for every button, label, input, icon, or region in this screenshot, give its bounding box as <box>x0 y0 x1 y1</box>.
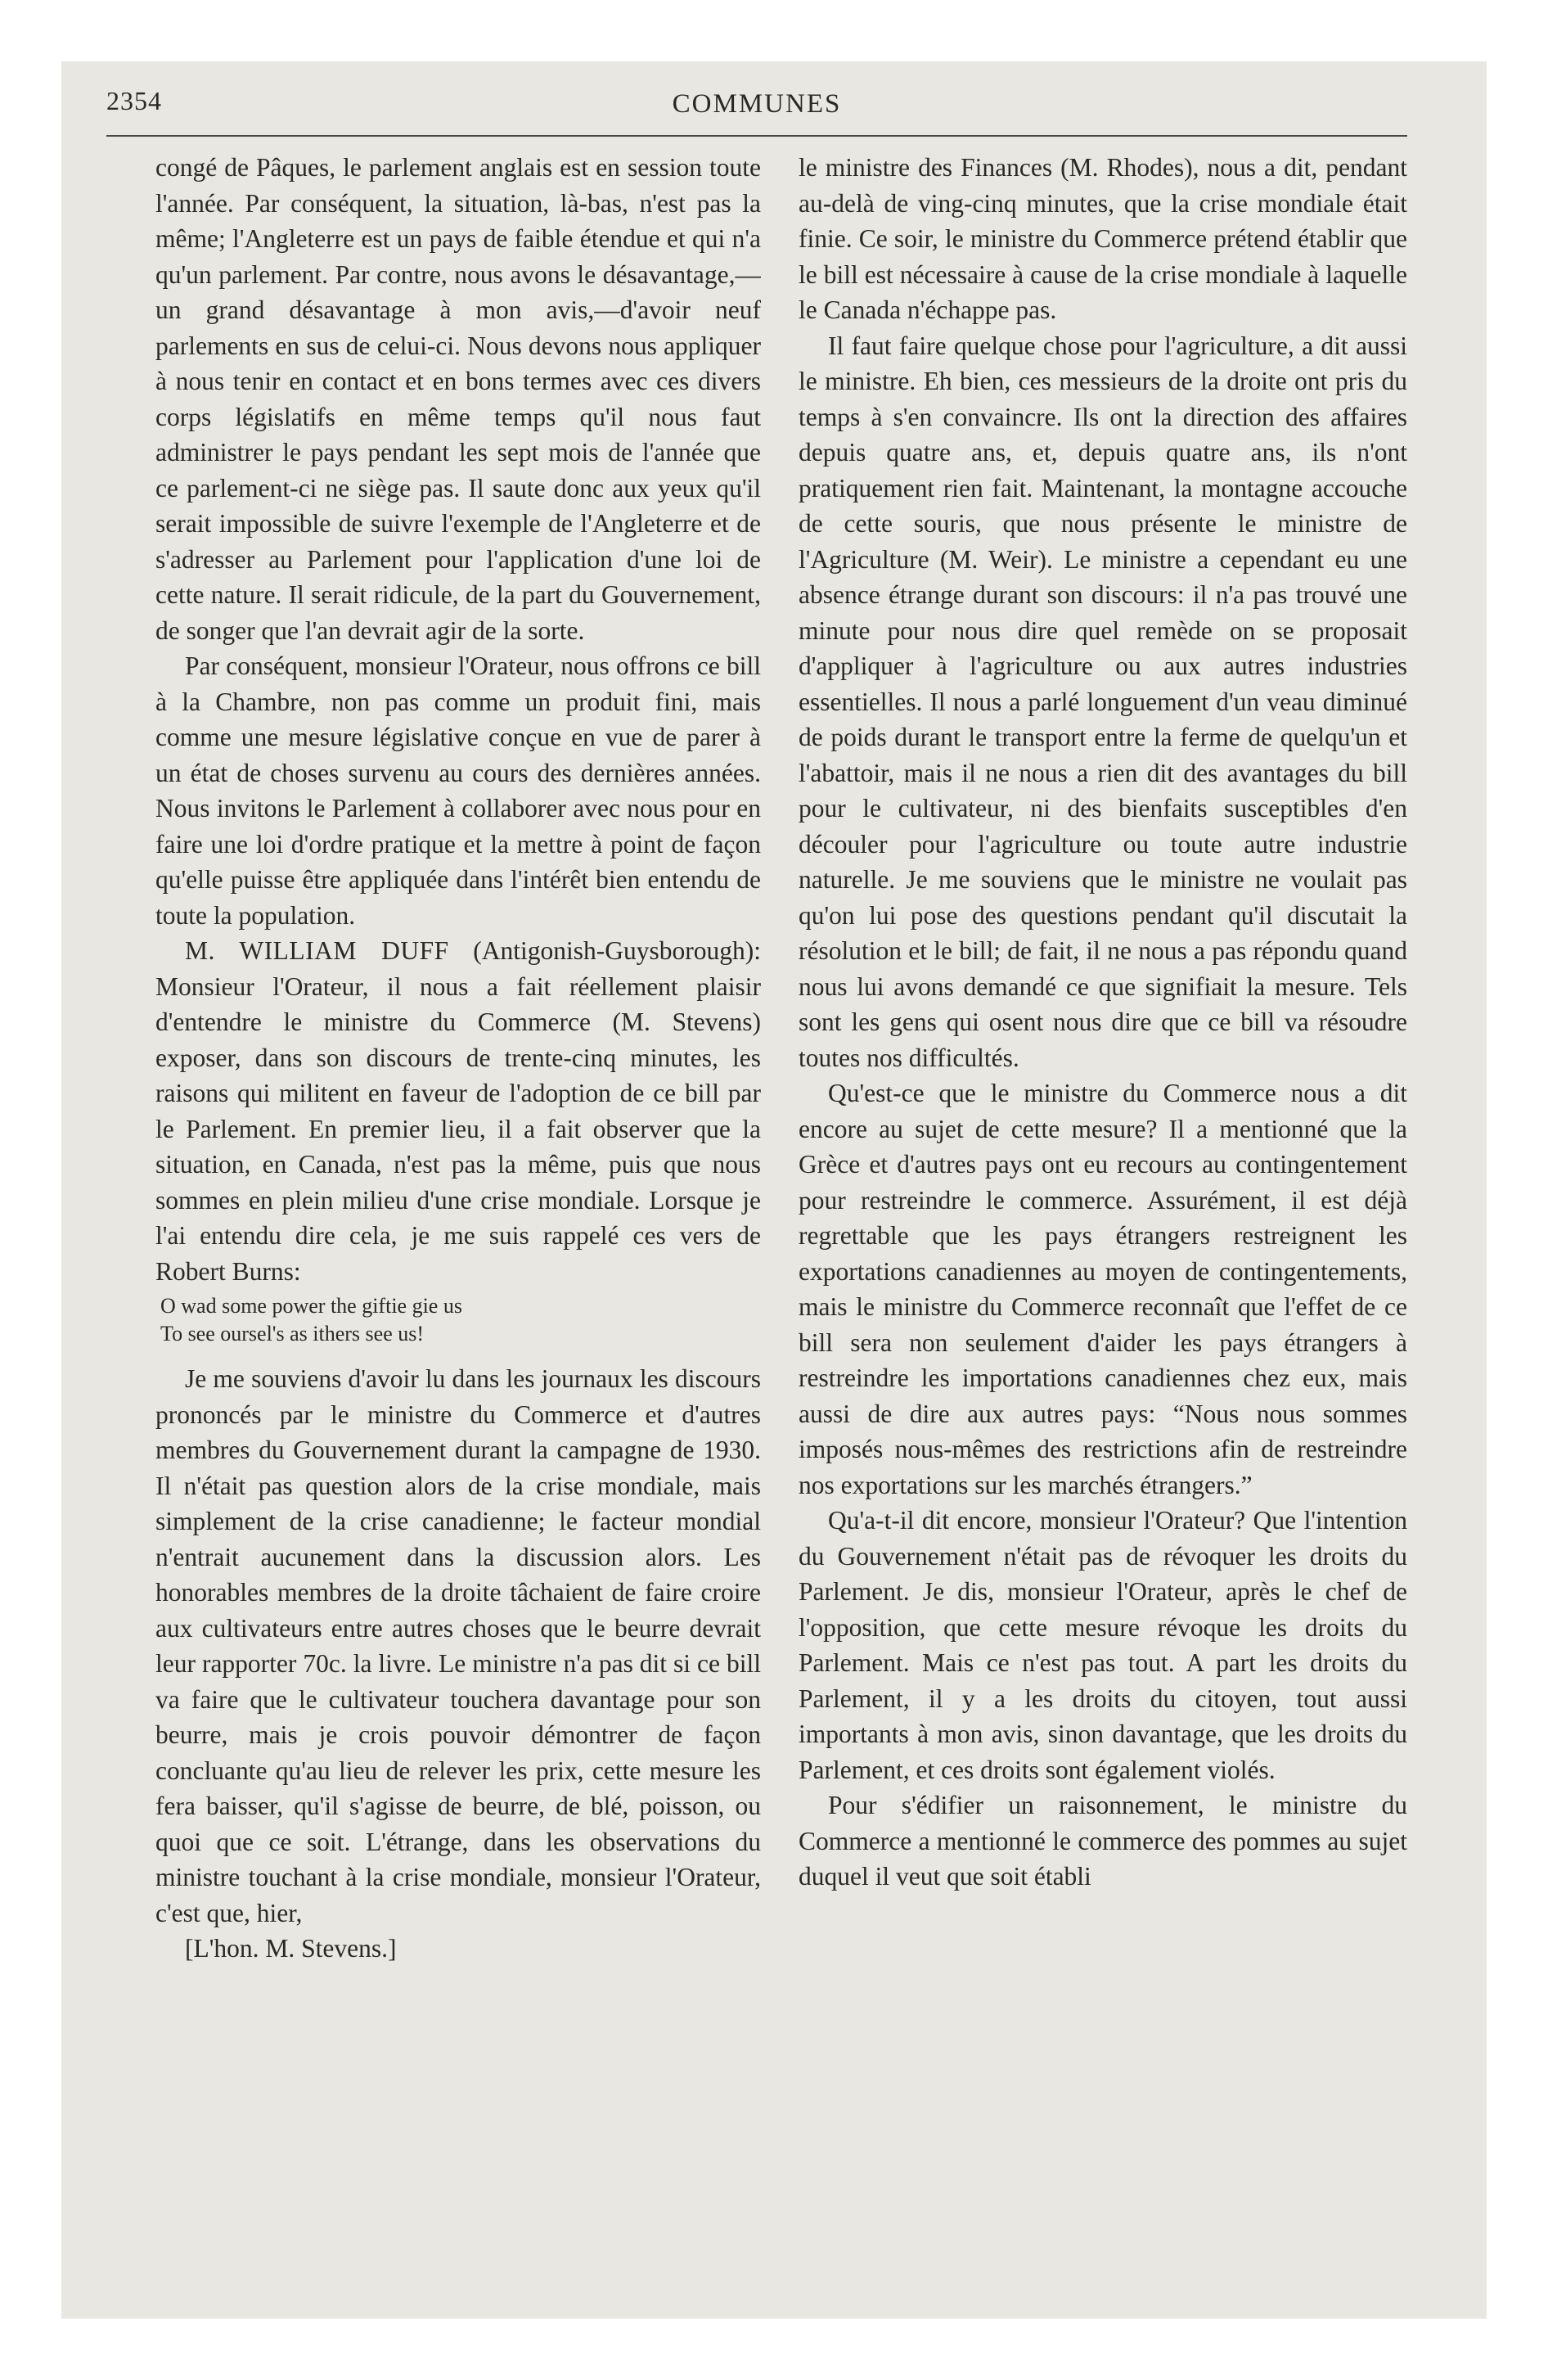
speaker-reference: [L'hon. M. Stevens.] <box>185 1934 397 1963</box>
paragraph: Il faut faire quelque chose pour l'agriculture, a dit aussi le ministre. Eh bien, ces messieurs de la droite ont pris du temps à s'en convaincre. Ils ont la direction des affaires depuis quatre ans, et, depuis quatre ans, ils n'ont pratiquement rien fait. Maintenant, la montagne accouche de cette souris, que nous présente le ministre de l'Agriculture (M. Weir). Le ministre a cependant eu une absence étrange durant son discours: il n'a pas trouvé une minute pour nous dire quel remède on se proposait d'appliquer à l'agriculture ou aux autres industries essentielles. Il nous a parlé longuement d'un veau diminué de poids durant le transport entre la ferme de quelqu'un et l'abattoir, mais il ne nous a rien dit des avantages du bill pour le cultivateur, ni des bienfaits susceptibles d'en découler pour l'agriculture ou toute autre industrie naturelle. Je me souviens que le ministre ne voulait pas qu'on lui pose des questions pendant qu'il discutait la résolution et le bill; de fait, il ne nous a pas répondu quand nous lui avons demandé ce que signifiait la mesure. Tels sont les gens qui osent nous dire que ce bill va résoudre toutes nos difficultés. <box>799 331 1407 1072</box>
running-head: COMMUNES <box>672 89 842 119</box>
paragraph: Je me souviens d'avoir lu dans les journaux les discours prononcés par le ministre du Commerce et d'autres membres du Gouvernement durant la campagne de 1930. Il n'était pas question alors de la crise mondiale, mais simplement de la crise canadienne; le facteur mondial n'entrait aucunement dans la discussion alors. Les honorables membres de la droite tâchaient de faire croire aux cultivateurs entre autres choses que le beurre devrait leur rapporter 70c. la livre. Le ministre n'a pas dit si ce bill va faire que le cultivateur touchera davantage pour son beurre, mais je crois pouvoir démontrer de façon concluante qu'au lieu de relever les prix, cette mesure les fera baisser, qu'il s'agisse de beurre, de blé, poisson, ou quoi que ce soit. L'étrange, dans les observations du ministre touchant à la crise mondiale, monsieur l'Orateur, c'est que, hier, <box>155 1364 761 1927</box>
verse-quote <box>160 1292 761 1348</box>
speaker-paragraph <box>155 933 761 1289</box>
verse-line: O wad some power the giftie gie us <box>160 1294 462 1318</box>
paragraph: congé de Pâques, le parlement anglais est en session toute l'année. Par conséquent, la situation, là-bas, n'est pas la même; l'Angleterre est un pays de faible étendue et qui n'a qu'un parlement. Par contre, nous avons le désavantage,—un grand désavantage à mon avis,—d'avoir neuf parlements en sus de celui-ci. Nous devons nous appliquer à nous tenir en contact et en bons termes avec ces divers corps législatifs en même temps qu'il nous faut administrer le pays pendant les sept mois de l'année que ce parlement-ci ne siège pas. Il saute donc aux yeux qu'il serait impossible de suivre l'exemple de l'Angleterre et de s'adresser au Parlement pour l'application d'une loi de cette nature. Il serait ridicule, de la part du Gouvernement, de songer que l'an devrait agir de la sorte. <box>155 153 761 645</box>
paragraph: le ministre des Finances (M. Rhodes), nous a dit, pendant au-delà de ving-cinq minutes, que la crise mondiale était finie. Ce soir, le ministre du Commerce prétend établir que le bill est nécessaire à cause de la crise mondiale à laquelle le Canada n'échappe pas. <box>799 153 1407 324</box>
left-column <box>155 150 761 2245</box>
paragraph: Qu'est-ce que le ministre du Commerce nous a dit encore au sujet de cette mesure? Il a mentionné que la Grèce et d'autres pays ont eu recours au contingentement pour restreindre le commerce. Assurément, il est déjà regrettable que les pays étrangers restreignent les exportations canadiennes au moyen de contingentements, mais le ministre du Commerce reconnaît que l'effet de ce bill sera non seulement d'aider les pays étrangers à restreindre les importations canadiennes chez eux, mais aussi de dire aux autres pays: “Nous nous sommes imposés nous-mêmes des restrictions afin de restreindre nos exportations sur les marchés étrangers.” <box>799 1079 1407 1499</box>
page-number: 2354 <box>106 86 162 115</box>
right-column <box>799 150 1407 2245</box>
paragraph: Pour s'édifier un raisonnement, le ministre du Commerce a mentionné le commerce des pommes au sujet duquel il veut que soit établi <box>799 1791 1407 1891</box>
paragraph-text: (Antigonish-Guysborough): Monsieur l'Orateur, il nous a fait réellement plaisir d'entendre le ministre du Commerce (M. Stevens) exposer, dans son discours de trente-cinq minutes, les raisons qui militent en faveur de l'adoption de ce bill par le Parlement. En premier lieu, il a fait observer que la situation, en Canada, n'est pas la même, puis que nous sommes en plein milieu d'une crise mondiale. Lorsque je l'ai entendu dire cela, je me suis rappelé ces vers de Robert Burns: <box>155 936 761 1286</box>
header-rule <box>106 135 1407 137</box>
page-header <box>106 86 1407 127</box>
verse-line: To see oursel's as ithers see us! <box>160 1322 425 1346</box>
speaker-name: M. WILLIAM DUFF <box>185 936 449 965</box>
paragraph: Par conséquent, monsieur l'Orateur, nous offrons ce bill à la Chambre, non pas comme un produit fini, mais comme une mesure législative conçue en vue de parer à un état de choses survenu au cours des dernières années. Nous invitons le Parlement à collaborer avec nous pour en faire une loi d'ordre pratique et la mettre à point de façon qu'elle puisse être appliquée dans l'intérêt bien entendu de toute la population. <box>155 651 761 930</box>
paragraph: Qu'a-t-il dit encore, monsieur l'Orateur? Que l'intention du Gouvernement n'était pas de révoquer les droits du Parlement. Je dis, monsieur l'Orateur, après le chef de l'opposition, que cette mesure révoque les droits du Parlement. Mais ce n'est pas tout. A part les droits du Parlement, il y a les droits du citoyen, tout aussi importants à mon avis, sinon davantage, que les droits du Parlement, et ces droits sont également violés. <box>799 1506 1407 1784</box>
